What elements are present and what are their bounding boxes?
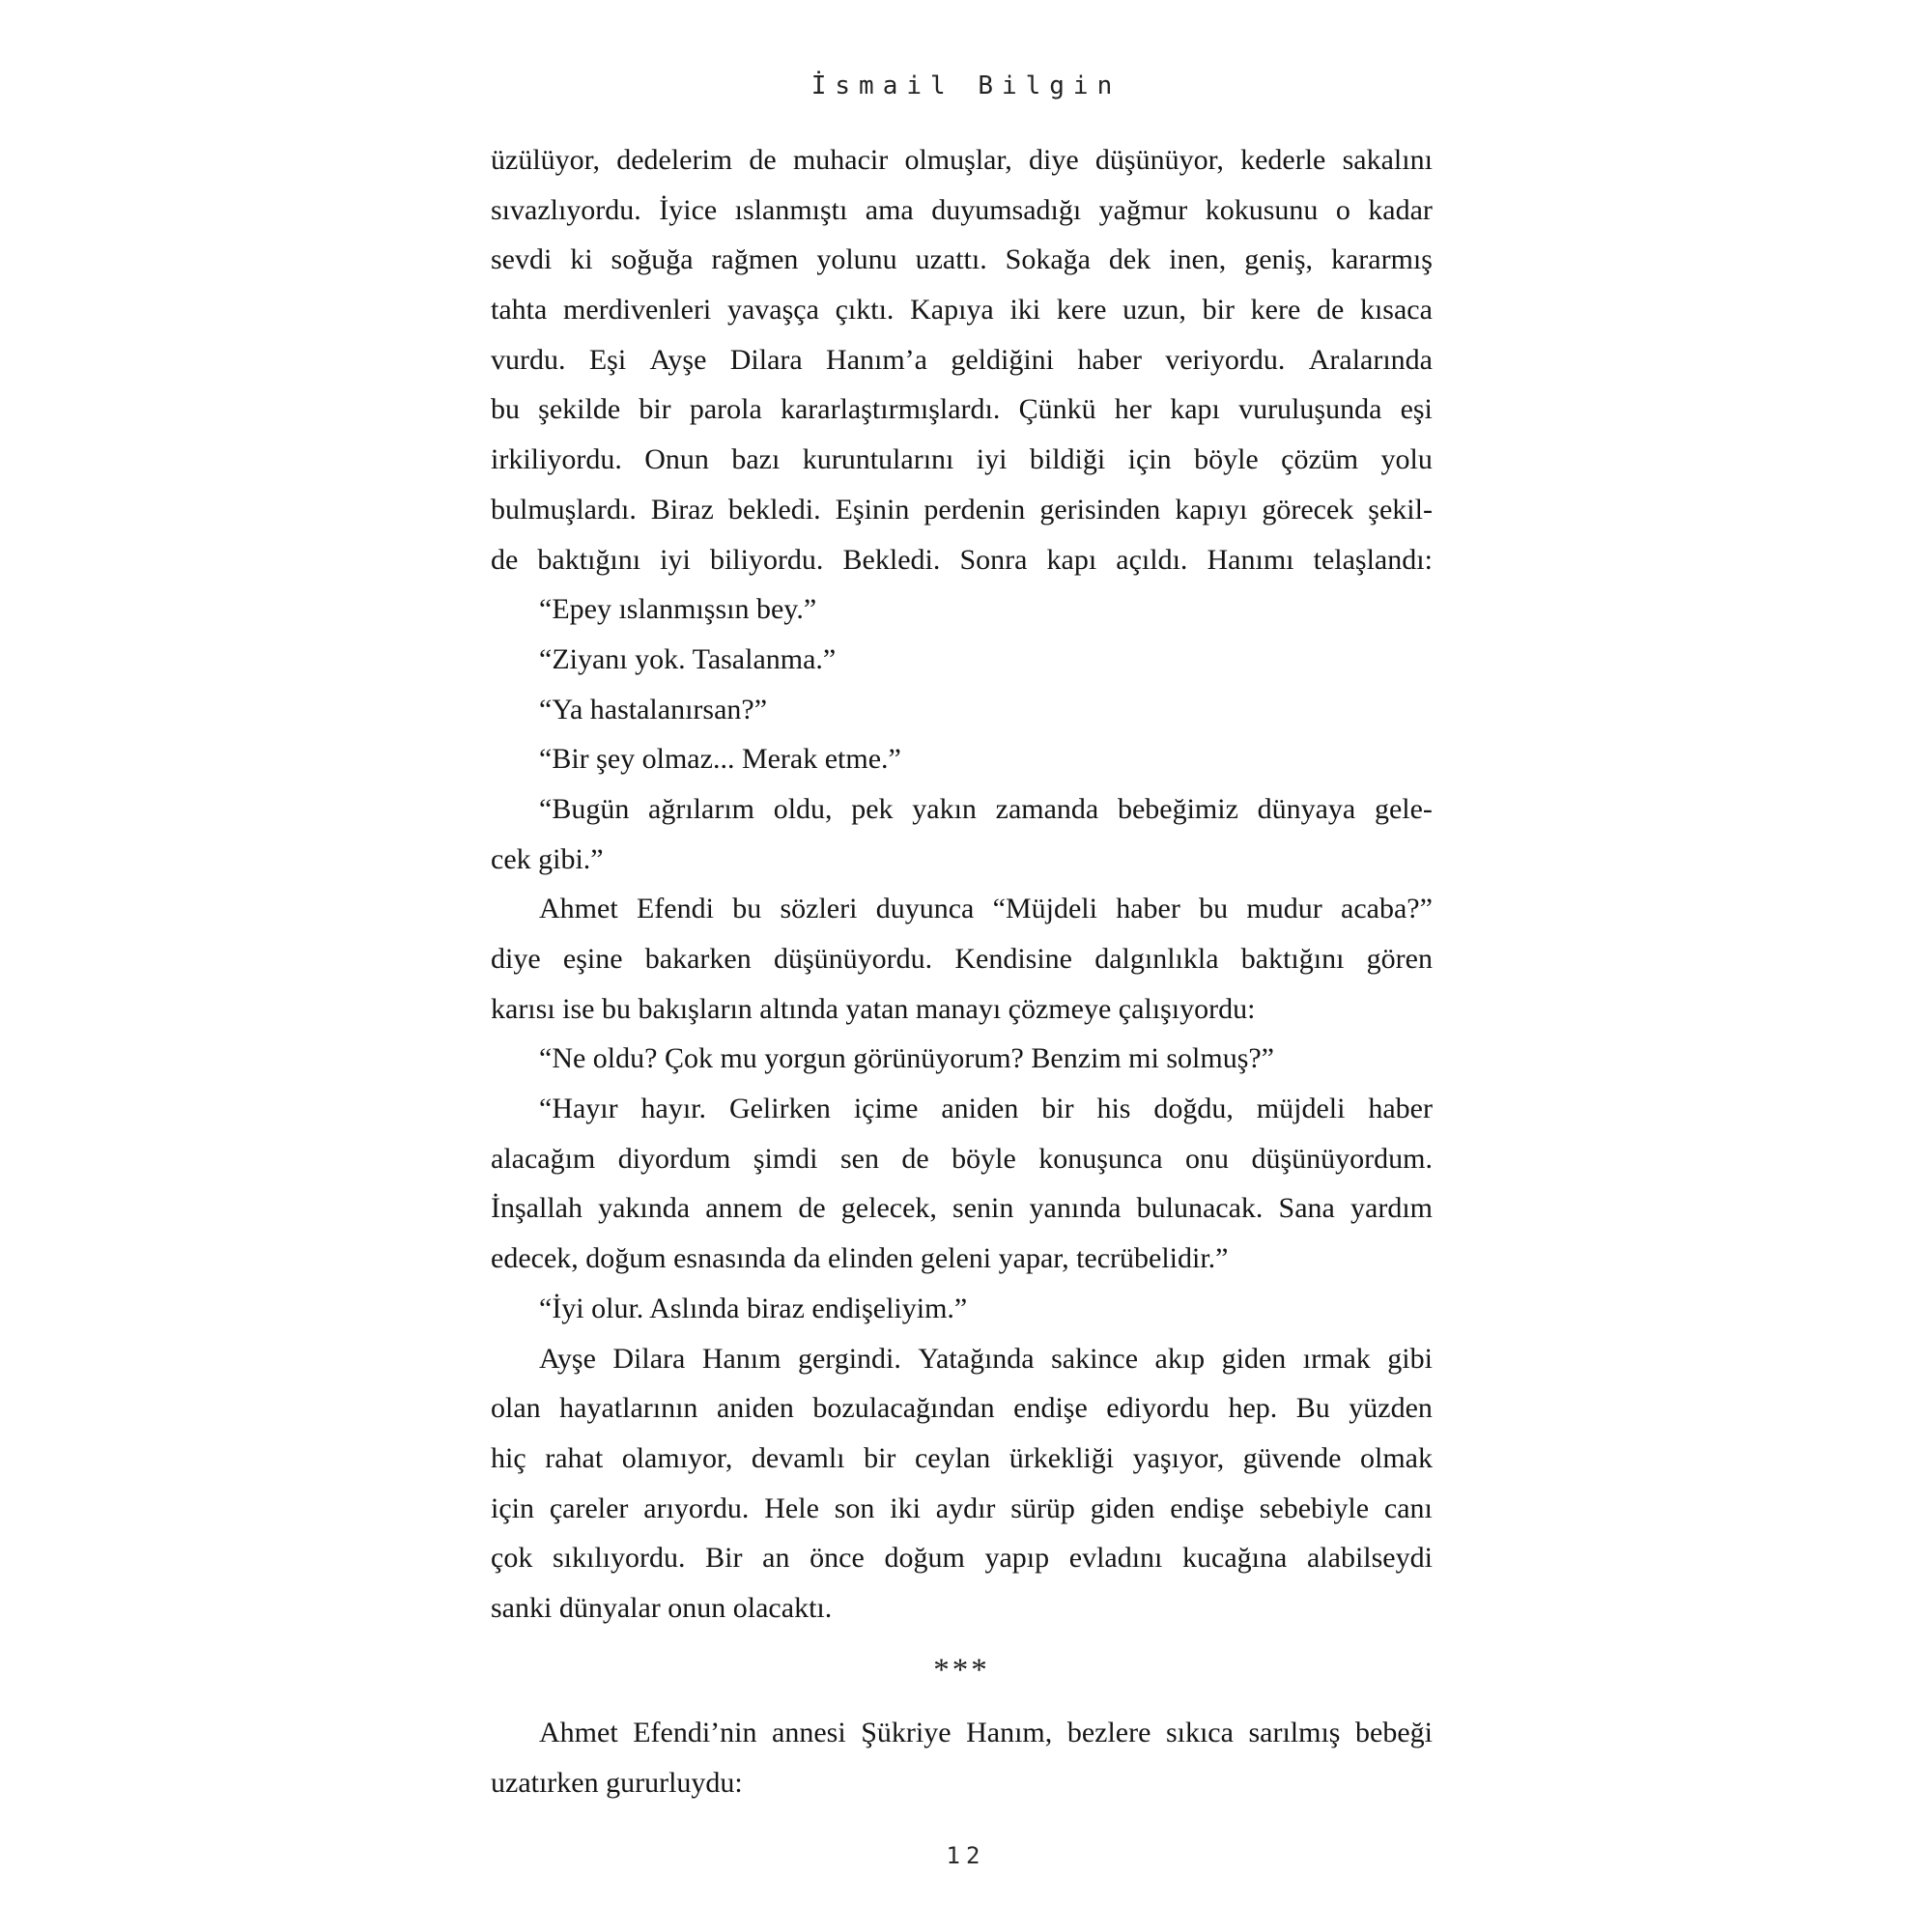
text-line: bu şekilde bir parola kararlaştırmışlardı. Çünkü her kapı vuruluşunda eşi	[491, 393, 1433, 426]
body-text	[491, 135, 1433, 1808]
text-line: diye eşine bakarken düşünüyordu. Kendisine dalgınlıkla baktığını gören	[491, 943, 1433, 975]
text-line: “İyi olur. Aslında biraz endişeliyim.”	[539, 1292, 968, 1324]
text-line: Ahmet Efendi’nin annesi Şükriye Hanım, bezlere sıkıca sarılmış bebeği	[539, 1717, 1433, 1749]
text-line: “Hayır hayır. Gelirken içime aniden bir his doğdu, müjdeli haber	[539, 1093, 1433, 1125]
text-line: “Epey ıslanmışsın bey.”	[539, 593, 817, 626]
text-line: bulmuşlardı. Biraz bekledi. Eşinin perdenin gerisinden kapıyı görecek şekil-	[491, 493, 1433, 526]
text-line: uzatırken gururluydu:	[491, 1766, 743, 1799]
text-line: üzülüyor, dedelerim de muhacir olmuşlar, diye düşünüyor, kederle sakalını	[491, 144, 1433, 176]
text-line: Ayşe Dilara Hanım gergindi. Yatağında sakince akıp giden ırmak gibi	[539, 1342, 1433, 1375]
text-line: edecek, doğum esnasında da elinden geleni yapar, tecrübelidir.”	[491, 1242, 1229, 1275]
text-line: sanki dünyalar onun olacaktı.	[491, 1591, 833, 1624]
text-line: “Ziyanı yok. Tasalanma.”	[539, 642, 837, 675]
text-line: “Ne oldu? Çok mu yorgun görünüyorum? Benzim mi solmuş?”	[539, 1042, 1275, 1075]
running-header: İsmail Bilgin	[810, 71, 1122, 100]
text-line: “Bugün ağrılarım oldu, pek yakın zamanda bebeğimiz dünyaya gele-	[539, 792, 1433, 825]
text-line: Ahmet Efendi bu sözleri duyunca “Müjdeli haber bu mudur acaba?”	[539, 893, 1433, 925]
text-line: de baktığını iyi biliyordu. Bekledi. Sonra kapı açıldı. Hanımı telaşlandı:	[491, 543, 1433, 576]
text-line: sıvazlıyordu. İyice ıslanmıştı ama duyumsadığı yağmur kokusunu o kadar	[491, 193, 1433, 226]
text-line: karısı ise bu bakışların altında yatan manayı çözmeye çalışıyordu:	[491, 992, 1256, 1025]
text-line: alacağım diyordum şimdi sen de böyle konuşunca onu düşünüyordum.	[491, 1142, 1433, 1175]
text-line: çok sıkılıyordu. Bir an önce doğum yapıp evladını kucağına alabilseydi	[491, 1542, 1433, 1575]
text-line: irkiliyordu. Onun bazı kuruntularını iyi bildiği için böyle çözüm yolu	[491, 443, 1433, 476]
text-line: olan hayatlarının aniden bozulacağından endişe ediyordu hep. Bu yüzden	[491, 1392, 1433, 1425]
page-number: 12	[946, 1842, 986, 1869]
text-line: vurdu. Eşi Ayşe Dilara Hanım’a geldiğini haber veriyordu. Aralarında	[491, 343, 1433, 376]
text-line: için çareler arıyordu. Hele son iki aydır sürüp giden endişe sebebiyle canı	[491, 1492, 1433, 1524]
text-line: tahta merdivenleri yavaşça çıktı. Kapıya iki kere uzun, bir kere de kısaca	[491, 294, 1433, 327]
text-line: cek gibi.”	[491, 842, 604, 875]
text-line: İnşallah yakında annem de gelecek, senin yanında bulunacak. Sana yardım	[491, 1192, 1433, 1225]
text-line: “Bir şey olmaz... Merak etme.”	[539, 743, 901, 776]
section-separator: ***	[933, 1652, 990, 1688]
text-line: “Ya hastalanırsan?”	[539, 693, 768, 725]
text-line: sevdi ki soğuğa rağmen yolunu uzattı. Sokağa dek inen, geniş, kararmış	[491, 243, 1433, 276]
text-line: hiç rahat olamıyor, devamlı bir ceylan ürkekliği yaşıyor, güvende olmak	[491, 1441, 1433, 1474]
